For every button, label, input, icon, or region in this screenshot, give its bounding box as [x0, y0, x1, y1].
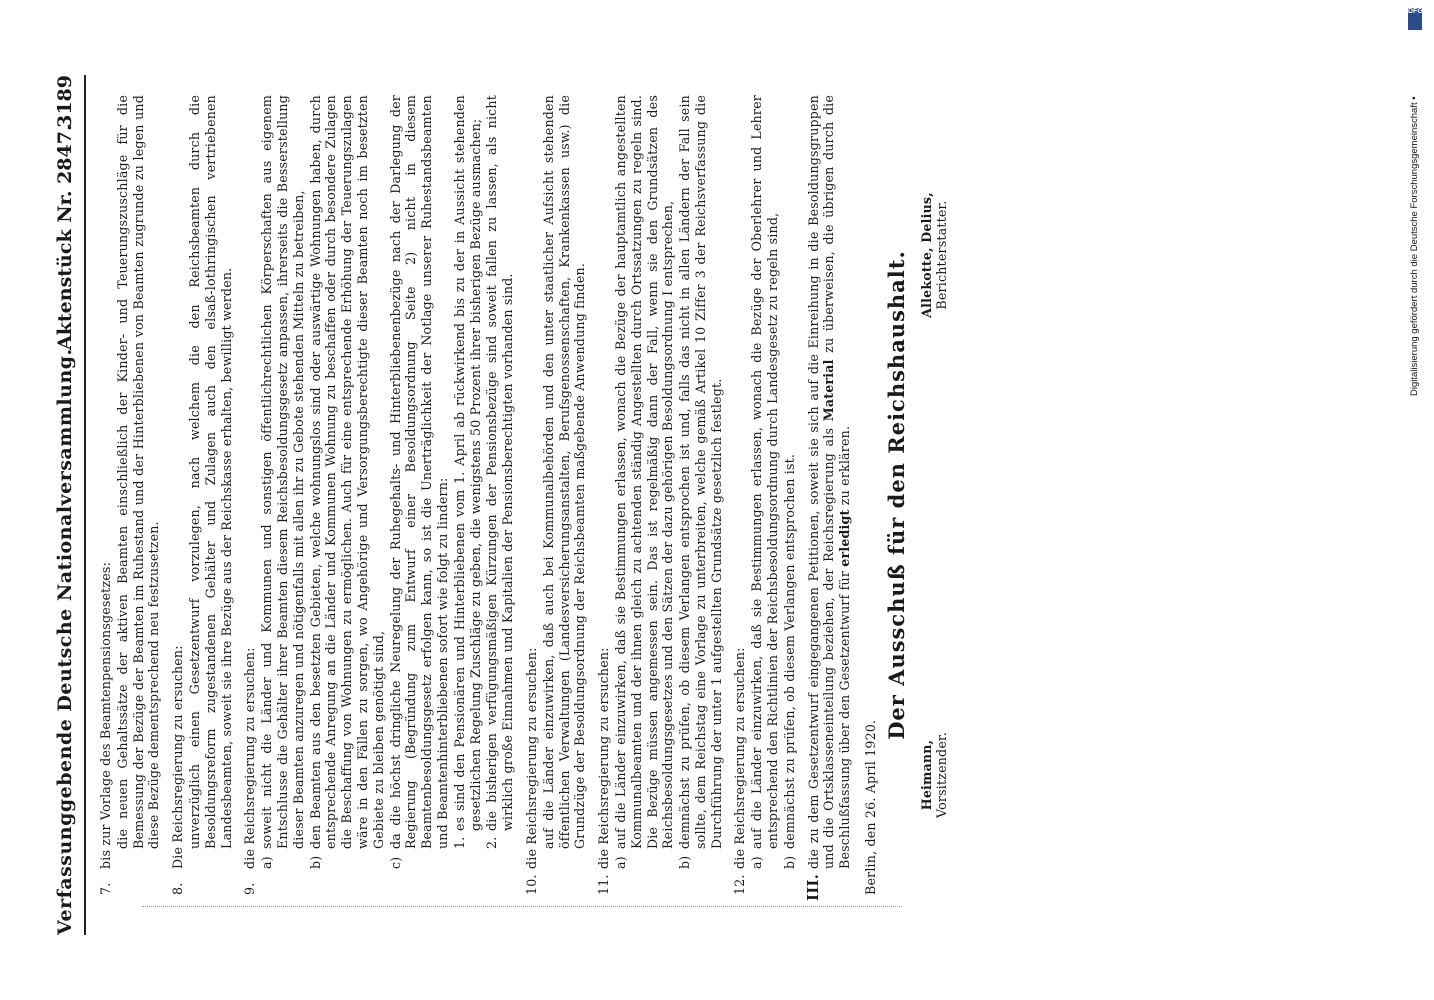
subitem-text: da die höchst dringliche Neuregelung der Ruhegehalts- und Hinterbliebenenbezüge nach der Darlegung der Regierung (Begründung zum Entwurf einer Besoldungsordnung Seite 2) nicht in diesem Beamtenbesoldungsgesetz erfolgen kann, so ist die Unerträglichkeit der Notlage unserer Ruhestandsbeamten und Beamtenhinterbliebenen sofort wie folgt zu lindern:: [387, 95, 450, 849]
rapporteur-names: Allekotte, Delius,: [918, 192, 934, 318]
item-number: 8.: [170, 882, 186, 895]
document-body: [98, 95, 989, 901]
page-header: [50, 75, 86, 935]
chair-role: Vorsitzender.: [934, 731, 950, 819]
page-number: 3189: [54, 75, 76, 128]
document-date: Berlin, den 26. April 1920.: [863, 719, 879, 895]
subitem-label: a): [612, 856, 628, 869]
subitem-a: [613, 95, 676, 869]
subitem-text: demnächst zu prüfen, ob diesem Verlangen entsprochen ist und, falls das nicht in allen Ländern der Fall sein sollte, dem Reichstag eine Vorlage zu unterbreiten, welche gemäß Artikel 10 Ziffer 3 der Reichsverfassung die Durchführung der unter 1 aufgestellten Grundsätze gesetzlich festlegt.: [677, 95, 724, 849]
subitem-b: [677, 95, 724, 869]
subitem-b: [308, 95, 387, 869]
dfg-logo: DFG: [1408, 8, 1422, 30]
digitization-credit: [1404, 6, 1426, 396]
item-10: [524, 95, 588, 895]
emphasis-erledigt: erledigt: [837, 509, 853, 567]
subitem-text: auf die Länder einzuwirken, daß sie Bestimmungen erlassen, wonach die Bezüge der hauptamtlich angestellten Kommunalbeamten und der ihnen gleich zu achtenden ständig Angestellten durch Ortssatzungen zu regeln sind. Die Bezüge müssen angemessen sein. Das ist regelmäßig dann der Fall, wenn sie den Grundsätzen des Reichsbesoldungsgesetzes und den Sätzen der dazu gehörigen Besoldungsordnung I entsprechen,: [612, 95, 676, 849]
subitem-text: demnächst zu prüfen, ob diesem Verlangen entsprochen ist.: [781, 453, 797, 849]
subitem-c: [388, 95, 516, 869]
item-8: [170, 95, 234, 895]
item-text-part: zu erklären.: [837, 425, 853, 506]
subitem-b: [782, 95, 798, 869]
subitem-label: c): [387, 856, 403, 869]
subitem-a: [749, 95, 781, 869]
item-lead: die Reichsregierung zu ersuchen:: [523, 647, 539, 869]
item-text-part: die zu dem Gesetzentwurf eingegangenen Petitionen, soweit sie sich auf die Einreihung in die Besoldungsgruppen und die Ortsklasseneinteilung beziehen, der Reichsregierung als: [805, 95, 837, 869]
item-number: 9.: [242, 882, 258, 895]
subitem-label: 1.: [451, 836, 467, 849]
subitem-label: b): [307, 855, 323, 869]
subitem-label: 2.: [484, 836, 500, 849]
subitem-label: a): [749, 856, 765, 869]
rotated-document-page: [50, 75, 1340, 935]
subitem-label: a): [259, 856, 275, 869]
signatures: [919, 95, 989, 895]
item-lead: die Reichsregierung zu ersuchen:: [732, 647, 748, 869]
subitem-text: soweit nicht die Länder und Kommunen und sonstigen öffentlichrechtlichen Körperschaften aus eigenem Entschlusse die Gehälter ihrer Beamten diesem Reichsbesoldungsgesetz anpassen, ihrerseits die Besserstellung dieser Beamten anzuregen und nötigenfalls mit allen ihr zu Gebote stehenden Mitteln zu betreiben,: [259, 95, 306, 849]
item-7: [98, 95, 162, 895]
credit-text: Digitalisierung gefördert durch die Deutsche Forschungsgemeinschaft •: [1409, 96, 1420, 396]
item-text: auf die Länder einzuwirken, daß auch bei Kommunalbehörden und den unter staatlicher Aufsicht stehenden öffentlichen Verwaltungen (Landesversicherungsanstalten, Berufsgenossenschaften, Krankenkassen usw.) die Grundzüge der Besoldungsordnung der Reichsbeamten maßgebende Anwendung finden.: [540, 95, 588, 849]
item-text-part: zu überweisen, die übrigen durch die Beschlußfassung über den Gesetzentwurf für: [821, 95, 853, 869]
item-number: 12.: [732, 874, 748, 895]
item-number: 7.: [98, 882, 113, 895]
item-text: unverzüglich einen Gesetzentwurf vorzulegen, nach welchem die den Reichsbeamten durch die Besoldungsreform zugestandenen Gehälter und Zulagen auch den elsaß-lothringischen vertriebenen Landesbeamten, soweit sie ihre Bezüge aus der Reichskasse erhalten, bewilligt werden.: [186, 95, 234, 849]
item-number: 10.: [523, 874, 539, 895]
item-12: [732, 95, 797, 895]
item-text: die neuen Gehaltssätze der aktiven Beamten einschließlich der Kinder- und Teuerungszuschläge für die Bemessung der Bezüge der Beamten im Ruhestand und der Hinterbliebenen von Beamten zugrunde zu legen und diese Bezüge dementsprechend neu festzusetzen.: [114, 95, 162, 849]
item-11: [596, 95, 724, 895]
header-title: Verfassunggebende Deutsche Nationalversammlung.: [54, 348, 76, 935]
item-9: [242, 95, 516, 895]
subitem-label: b): [781, 855, 797, 869]
subitem-text: den Beamten aus den besetzten Gebieten, welche wohnungslos sind oder auswärtige Wohnungen haben, durch entsprechende Anregung an die Länder und Kommunen Wohnung zu beschaffen oder durch besondere Zulagen die Beschaffung von Wohnungen zu ermöglichen. Auch für eine entsprechende Erhöhung der Teuerungszulagen wäre in den Fällen zu sorgen, wo Angehörige und Versorgungsberechtigte dieser Beamten noch im besetzten Gebiete zu bleiben genötigt sind,: [307, 95, 386, 849]
subitem-text: auf die Länder einzuwirken, daß sie Bestimmungen erlassen, wonach die Bezüge der Oberlehrer und Lehrer entsprechend den Richtlinien der Reichsbesoldungsordnung durch Landesgesetz zu regeln sind,: [749, 95, 781, 849]
item-lead: die Reichsregierung zu ersuchen:: [242, 647, 258, 869]
subitem-c2: [484, 95, 516, 849]
subitem-c1: [452, 95, 484, 849]
item-lead: bis zur Vorlage des Beamtenpensionsgesetzes:: [98, 561, 113, 869]
chair-name: Heimann,: [918, 739, 934, 811]
emphasis-material: Material: [821, 359, 837, 422]
rapporteur-role: Berichterstatter.: [934, 200, 950, 310]
committee-title: Der Ausschuß für den Reichshaushalt.: [883, 250, 909, 740]
item-number: III.: [803, 873, 822, 901]
subitem-a: [259, 95, 306, 869]
subitem-text: es sind den Pensionären und Hinterbliebenen vom 1. April ab rückwirkend bis zu der in Aussicht stehenden gesetzlichen Regelung Zuschläge zu geben, die wenigstens 50 Prozent ihrer bisherigen Bezüge ausmachen;: [451, 95, 483, 831]
margin-line: [142, 906, 902, 907]
item-III: [803, 95, 853, 901]
signature-chair: [919, 675, 951, 875]
signature-rapporteurs: [919, 155, 951, 355]
subitem-label: b): [677, 855, 693, 869]
item-lead: Die Reichsregierung zu ersuchen:: [170, 645, 186, 869]
item-lead: die Reichsregierung zu ersuchen:: [596, 647, 612, 869]
header-document-reference: Aktenstück Nr. 2847.: [54, 124, 76, 350]
item-number: 11.: [596, 874, 612, 895]
subitem-text: die bisherigen verfügungsmäßigen Kürzungen der Pensionsbezüge sind soweit fallen zu lassen, als nicht wirklich große Einnahmen und Kapitalien der Pensionsberechtigten vorhanden sind.: [484, 95, 516, 831]
